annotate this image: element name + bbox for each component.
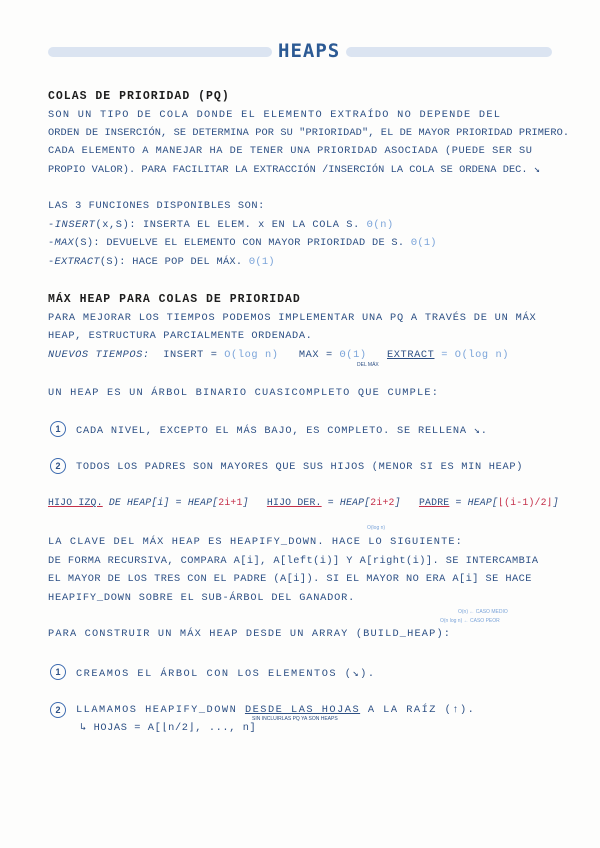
function-cost: Θ(1) [410,237,437,249]
build-step-1: CREAMOS EL ÁRBOL CON LOS ELEMENTOS (↘). [76,668,376,680]
extract-time-cost: = O(log n) [441,349,510,361]
title-bar-right [346,47,552,57]
condition-1: CADA NIVEL, EXCEPTO EL MÁS BAJO, ES COMPLETO. SE RELLENA ↘. [76,425,488,437]
heapify-line-3: EL MAYOR DE LOS TRES CON EL PADRE (A[i]). SI EL MAYOR NO ERA A[i] SE HACE [48,573,532,585]
condition-2: TODOS LOS PADRES SON MAYORES QUE SUS HIJOS (MENOR SI ES MIN HEAP) [76,461,524,473]
extract-time-sublabel: DEL MÁX [357,362,379,368]
function-dash: - [48,219,55,231]
left-child-bracket: ] [242,497,249,508]
right-child-index: 2i+2 [370,497,395,508]
function-cost: Θ(1) [248,256,275,268]
max-time-label: MAX = [298,349,333,361]
pq-paragraph-line-4: PROPIO VALOR). PARA FACILITAR LA EXTRACCIÓN /INSERCIÓN LA COLA SE ORDENA DEC. ↘ [48,164,541,176]
extract-time-label: EXTRACT [387,349,435,361]
function-signature: (S): [73,237,100,249]
function-description: INSERTA EL ELEM. x EN LA COLA S. [142,219,360,231]
build-heap-worst-case: O(n log n) ← CASO PEOR [440,618,500,624]
function-name: EXTRACT [54,256,100,268]
function-description: HACE POP DEL MÁX. [132,256,243,268]
insert-time-cost: O(log n) [224,349,279,361]
max-heap-paragraph-line-1: PARA MEJORAR LOS TIEMPOS PODEMOS IMPLEMENTAR UNA PQ A TRAVÉS DE UN MÁX [48,312,537,324]
step-2-call: LLAMAMOS HEAPIFY_DOWN [76,704,238,716]
title-bar-left [48,47,272,57]
build-step-2 [76,704,475,716]
section-heading-pq: COLAS DE PRIORIDAD (PQ) [48,90,230,103]
max-heap-paragraph-line-2: HEAP, ESTRUCTURA PARCIALMENTE ORDENADA. [48,330,313,342]
function-description: DEVUELVE EL ELEMENTO CON MAYOR PRIORIDAD DE S. [106,237,405,249]
function-name: MAX [54,237,74,249]
function-extract [48,256,275,268]
heapify-line-4: HEAPIFY_DOWN SOBRE EL SUB-ÁRBOL DEL GANADOR. [48,592,356,604]
step-2-from-leaves: DESDE LAS HOJAS [244,704,361,716]
functions-intro: LAS 3 FUNCIONES DISPONIBLES SON: [48,200,265,212]
heapify-line-2: DE FORMA RECURSIVA, COMPARA A[i], A[left(i)] Y A[right(i)]. SE INTERCAMBIA [48,555,539,567]
function-insert [48,219,394,231]
function-max [48,237,437,249]
leaves-definition: ↳ HOJAS = A[⌊n/2⌋, ..., n] [80,722,257,734]
function-dash: - [48,256,55,268]
left-child-label: HIJO IZQ. [48,497,103,508]
left-child-index: 2i+1 [218,497,243,508]
step-number-1: 1 [50,664,66,680]
pq-paragraph-line-3: CADA ELEMENTO A MANEJAR HA DE TENER UNA PRIORIDAD ASOCIADA (PUEDE SER SU [48,145,533,157]
new-times-row [48,349,509,361]
step-2-note: SIN INCLUIRLAS PQ YA SON HEAPS [252,716,338,722]
heapify-line-1: LA CLAVE DEL MÁX HEAP ES HEAPIFY_DOWN. HACE LO SIGUIENTE: [48,536,463,548]
parent-label: PADRE [418,497,450,508]
heap-definition: UN HEAP ES UN ÁRBOL BINARIO CUASICOMPLETO QUE CUMPLE: [48,387,440,399]
build-heap-average-case: O(n) ← CASO MEDIO [458,609,508,615]
condition-number-1: 1 [50,421,66,437]
pq-paragraph-line-2: ORDEN DE INSERCIÓN, SE DETERMINA POR SU "PRIORIDAD", EL DE MAYOR PRIORIDAD PRIMERO. [48,127,570,139]
function-cost: Θ(n) [366,219,394,231]
parent-expression: = HEAP[ [455,497,499,508]
right-child-label: HIJO DER. [266,497,322,508]
parent-index: ⌊(i-1)/2⌋ [498,497,553,508]
build-heap-intro: PARA CONSTRUIR UN MÁX HEAP DESDE UN ARRAY (BUILD_HEAP): [48,628,452,640]
right-child-expression: = HEAP[ [327,497,371,508]
page-title: HEAPS [278,40,341,62]
function-signature: (x,S): [95,219,137,231]
left-child-expression: DE HEAP[i] = HEAP[ [108,497,219,508]
right-child-bracket: ] [394,497,401,508]
section-heading-max-heap: MÁX HEAP PARA COLAS DE PRIORIDAD [48,293,301,306]
function-dash: - [48,237,55,249]
function-name: INSERT [54,219,96,231]
heap-index-formulas [48,497,559,508]
new-times-label: NUEVOS TIEMPOS: [48,349,150,361]
pq-paragraph-line-1: SON UN TIPO DE COLA DONDE EL ELEMENTO EXTRAÍDO NO DEPENDE DEL [48,109,502,121]
step-2-to-root: A LA RAÍZ (↑). [367,704,476,716]
step-number-2: 2 [50,702,66,718]
function-signature: (S): [99,256,126,268]
max-time-cost: Θ(1) [339,349,367,361]
heapify-cost-note: O(log n) [367,525,386,531]
parent-bracket: ] [552,497,559,508]
insert-time-label: INSERT = [163,349,218,361]
condition-number-2: 2 [50,458,66,474]
